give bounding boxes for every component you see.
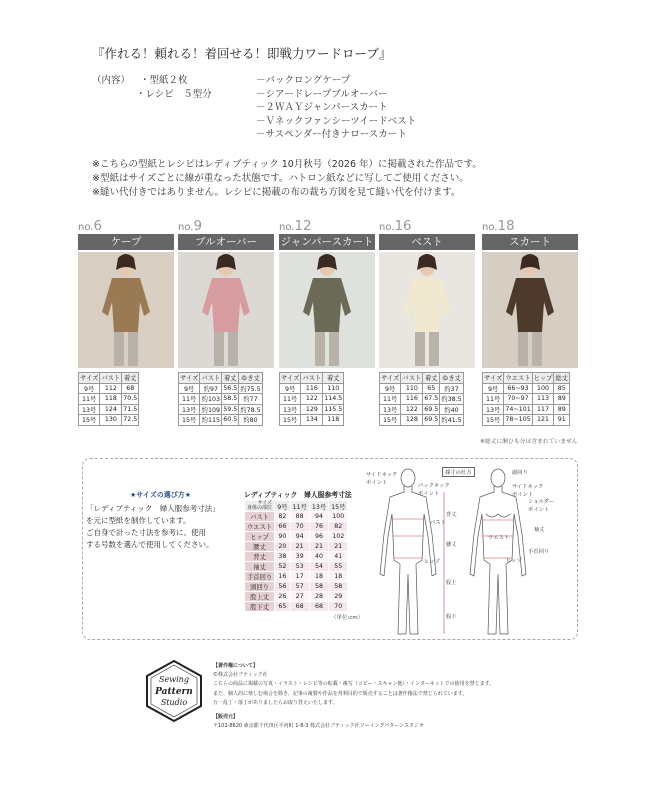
pattern-item: －バックロングケープ — [256, 75, 351, 86]
size-table-cell: 56.5 — [223, 384, 238, 392]
size-table-header: ゆき丈 — [239, 373, 262, 384]
size-table-cell: 15号 — [380, 415, 401, 426]
size-table-cell: 約97 — [200, 383, 222, 394]
ref-table-row-label: 股下丈 — [245, 602, 275, 612]
size-table-cell: 60.5 — [223, 416, 238, 424]
unit-label: （単位:cm） — [331, 615, 364, 621]
size-table-cell: 約115 — [200, 415, 222, 426]
ref-table-cell: 52 — [275, 562, 290, 572]
ref-table-cell: 16 — [275, 572, 290, 582]
size-table-header: ゆき丈 — [440, 373, 463, 384]
product-number-prefix: no. — [78, 222, 94, 233]
size-guide-line: 「レディブティック 婦人服参考寸法」 — [86, 504, 220, 513]
ref-table-cell: 18 — [309, 572, 328, 582]
ref-table-cell: 27 — [290, 592, 309, 602]
product-column — [279, 218, 375, 426]
product-number — [279, 218, 375, 234]
ref-table-cell: 82 — [329, 522, 348, 532]
size-table-cell: 約41.5 — [440, 415, 463, 426]
product-size-table — [379, 372, 464, 426]
model-figure — [178, 252, 274, 368]
size-table-cell: 124 — [100, 404, 122, 415]
table-row — [483, 394, 570, 405]
ref-table-cell: 18 — [329, 572, 348, 582]
ref-table-cell: 58 — [309, 582, 328, 592]
logo-line: Sewing — [159, 675, 189, 684]
size-table-cell: 70~97 — [504, 394, 532, 405]
logo-line: Pattern — [155, 687, 193, 697]
product-number-value: 18 — [497, 218, 515, 234]
ref-table-size-header: 15号 — [329, 501, 348, 512]
size-table-cell: 約40 — [440, 404, 463, 415]
table-row — [380, 383, 464, 394]
table-row — [245, 552, 348, 562]
diagram-label: ウエスト — [488, 535, 510, 541]
product-column — [482, 218, 578, 426]
size-table-header: 着丈 — [122, 373, 139, 384]
ref-table-cell: 21 — [290, 542, 309, 552]
ref-table-cell: 68 — [309, 602, 328, 612]
product-column — [379, 218, 475, 426]
pattern-item: －Ｖネックファンシーツイードベスト — [256, 115, 417, 127]
product-number-value: 9 — [193, 218, 203, 234]
ref-table-row-label: ヒップ — [245, 532, 275, 542]
diagram-label: ポイント — [528, 507, 550, 513]
note-line: ※型紙はサイズごとに線が重なった状態です。ハトロン紙などに写してご使用ください。 — [92, 173, 469, 184]
size-table-cell: 72.5 — [123, 416, 138, 424]
product-number-value: 6 — [93, 218, 103, 234]
ref-table-row-label: 手首回り — [245, 572, 275, 582]
footer-line: 万一乱丁・落丁がありましたらお取り替えいたします。 — [213, 699, 338, 706]
size-table-cell: 114.5 — [324, 395, 343, 403]
size-table-cell: 67.5 — [424, 395, 439, 403]
table-row — [280, 383, 344, 394]
sewing-pattern-studio-logo — [143, 660, 205, 722]
table-row — [79, 383, 139, 394]
size-guide-line: を元に型紙を制作しています。 — [86, 516, 191, 525]
size-table-header: ヒップ — [532, 373, 554, 384]
ref-table-cell: 100 — [329, 512, 348, 522]
table-row — [245, 582, 348, 592]
diagram-label: 袖丈 — [534, 527, 545, 533]
ref-table-cell: 94 — [309, 512, 328, 522]
table-row — [245, 602, 348, 612]
product-number-value: 16 — [394, 218, 412, 234]
model-figure — [379, 252, 475, 368]
size-table-header: サイズ — [380, 373, 401, 384]
ref-table-cell: 102 — [329, 532, 348, 542]
table-row — [179, 415, 263, 426]
table-row — [179, 404, 263, 415]
ref-table-cell: 58 — [329, 582, 348, 592]
size-table-header: バスト — [401, 373, 423, 384]
size-table-cell: 89 — [554, 404, 570, 415]
ref-table-cell: 55 — [329, 562, 348, 572]
size-table-header: サイズ — [79, 373, 100, 384]
size-table-cell: 116 — [301, 383, 323, 394]
ref-table-cell: 56 — [275, 582, 290, 592]
contents-label: （内容） — [92, 75, 131, 86]
logo-line: Studio — [160, 698, 188, 707]
ref-table-cell: 68 — [290, 602, 309, 612]
size-table-cell: 15号 — [483, 415, 504, 426]
page-title: 『作れる！頼れる！着回せる！即戦力ワードローブ』 — [92, 46, 392, 61]
ref-table-row-label: 袖丈 — [245, 562, 275, 572]
size-table-cell: 65 — [423, 383, 440, 394]
size-table-cell: 68 — [122, 383, 139, 394]
size-table-cell: 66~93 — [504, 383, 532, 394]
ref-table-cell: 90 — [275, 532, 290, 542]
size-table-cell: 11号 — [179, 394, 200, 405]
table-row — [280, 394, 344, 405]
measurement-method-label: 採寸の仕方 — [442, 467, 475, 477]
size-table-header: ウエスト — [504, 373, 532, 384]
diagram-label: ポイント — [512, 492, 534, 498]
ref-table-cell: 82 — [275, 512, 290, 522]
table-row — [245, 572, 348, 582]
size-table-cell: 69.5 — [424, 405, 439, 413]
size-table-cell: 121 — [532, 415, 554, 426]
product-size-table — [279, 372, 344, 426]
ref-table-cell: 70 — [290, 522, 309, 532]
pattern-item: －サスペンダー付きナロースカート — [256, 129, 407, 140]
ref-table-size-header: 11号 — [290, 501, 309, 512]
ref-table-cell: 94 — [290, 532, 309, 542]
ref-table-cell: 21 — [309, 542, 328, 552]
size-table-cell: 11号 — [280, 394, 301, 405]
product-photo — [482, 252, 578, 368]
diagram-label: サイドネック — [366, 472, 398, 478]
product-number — [482, 218, 578, 234]
size-table-cell: 69.5 — [424, 416, 439, 424]
size-table-cell: 9号 — [380, 383, 401, 394]
size-table-cell: 13号 — [280, 404, 301, 415]
ref-table-row-label: 背丈 — [245, 552, 275, 562]
diagram-label: 股下 — [446, 614, 457, 620]
size-table-cell: 89 — [554, 394, 570, 405]
product-number — [178, 218, 274, 234]
size-table-cell: 100 — [532, 383, 554, 394]
ref-table-size-header: 13号 — [309, 501, 328, 512]
table-row — [179, 383, 263, 394]
size-table-cell: 約103 — [200, 394, 222, 405]
size-table-cell: 約109 — [200, 404, 222, 415]
ref-table-cell: 39 — [290, 552, 309, 562]
ref-table-cell: 28 — [309, 592, 328, 602]
size-table-cell: 13号 — [79, 404, 100, 415]
footer-line: ©株式会社ブティック社 — [213, 672, 268, 679]
size-table-cell: 71.5 — [123, 405, 138, 413]
size-table-header: サイズ — [280, 373, 301, 384]
table-row — [79, 394, 139, 405]
size-table-cell: 15号 — [179, 415, 200, 426]
product-number-prefix: no. — [482, 222, 498, 233]
product-photo — [379, 252, 475, 368]
size-table-cell: 11号 — [380, 394, 401, 405]
ref-table-cell: 96 — [309, 532, 328, 542]
ref-table-cell: 57 — [290, 582, 309, 592]
footer-line: こちらの商品に掲載の写真・イラスト・レシピ等の転載・複写（コピー・スキャン他）・インターネットでの使用を禁じます。 — [213, 681, 495, 688]
footer-line: 〒102-8620 東京都千代田区平河町 1-8-3 株式会社ブティック社ソーイングパターンスタジオ — [213, 723, 424, 730]
diagram-label: 背丈 — [446, 512, 457, 518]
ref-table-cell: 40 — [309, 552, 328, 562]
size-table-cell: 11号 — [79, 394, 100, 405]
note-line: ※こちらの型紙とレシピはレディブティック 10月秋号（2026 年）に掲載された作品です。 — [92, 159, 482, 170]
ref-table-size-header: 9号 — [275, 501, 290, 512]
diagram-label: 頭回り — [512, 470, 528, 476]
ref-table-cell: 21 — [329, 542, 348, 552]
size-table-cell: 110 — [323, 383, 344, 394]
pattern-item: －シアードレープブルオーバー — [256, 88, 388, 100]
contents-item: ・型紙２枚 — [140, 75, 188, 86]
diagram-label: バスト — [430, 520, 446, 526]
table-row — [79, 415, 139, 426]
product-photo — [78, 252, 174, 368]
pattern-item: －２ＷＡＹジャンパースカート — [256, 102, 388, 113]
size-table-cell: 59.5 — [223, 405, 238, 413]
size-table-cell: 9号 — [483, 383, 504, 394]
table-row — [245, 542, 348, 552]
ref-size-table — [244, 500, 348, 612]
corner-bottom: 身体の部位 — [247, 505, 273, 511]
size-table-header: バスト — [200, 373, 222, 384]
diagram-label: 股上 — [446, 580, 457, 586]
size-table-header: サイズ — [179, 373, 200, 384]
product-name: スカート — [482, 234, 578, 250]
product-name: ケープ — [78, 234, 174, 250]
table-row — [483, 404, 570, 415]
size-table-cell: 約37 — [440, 383, 463, 394]
size-table-header: バスト — [301, 373, 323, 384]
size-guide-line: する号数を選んで使用してください。 — [86, 540, 214, 549]
diagram-label: ヒップ — [424, 559, 440, 565]
table-row — [245, 512, 348, 522]
size-table-cell: 15号 — [79, 415, 100, 426]
table-row — [179, 394, 263, 405]
size-table-cell: 11号 — [483, 394, 504, 405]
ref-table-row-label: 腰丈 — [245, 542, 275, 552]
product-name: ジャンパースカート — [280, 236, 374, 248]
diagram-label: バックネック — [418, 483, 450, 489]
ref-table-cell: 70 — [329, 602, 348, 612]
table-row — [483, 383, 570, 394]
size-table-cell: 129 — [301, 404, 323, 415]
size-table-header: サイズ — [483, 373, 504, 384]
size-table-header: 総丈 — [554, 373, 570, 384]
table-row — [245, 522, 348, 532]
size-table-header: 着丈 — [423, 373, 440, 384]
product-photo — [178, 252, 274, 368]
diagram-label: サイドネック — [512, 484, 544, 490]
size-table-cell: 74~101 — [505, 405, 531, 413]
diagram-label: ポイント — [418, 491, 440, 497]
size-table-header: 着丈 — [222, 373, 239, 384]
product-size-table — [482, 372, 570, 426]
diagram-label: ヒップ — [506, 558, 522, 564]
ref-table-cell: 66 — [275, 522, 290, 532]
model-figure — [279, 252, 375, 368]
table-row — [245, 532, 348, 542]
product-number-prefix: no. — [379, 222, 395, 233]
footer — [213, 662, 543, 731]
diagram-label: 腰丈 — [446, 542, 457, 548]
table-row — [79, 404, 139, 415]
ref-table-cell: 53 — [290, 562, 309, 572]
product-name: ベスト — [379, 234, 475, 250]
size-table-cell: 130 — [100, 415, 122, 426]
size-table-cell: 110 — [401, 383, 423, 394]
product-number-value: 12 — [294, 218, 312, 234]
table-row — [483, 415, 570, 426]
size-table-cell: 128 — [401, 415, 423, 426]
size-table-cell: 13号 — [380, 404, 401, 415]
size-table-header: バスト — [100, 373, 122, 384]
ref-table-cell: 76 — [309, 522, 328, 532]
product-name: ブルオーバー — [178, 234, 274, 250]
diagram-label: 手首回り — [528, 549, 550, 555]
corner-top: サイズ — [257, 500, 273, 506]
size-table-cell: 122 — [401, 404, 423, 415]
size-guide-line: ご自身で計った寸法を参考に、使用 — [86, 528, 206, 537]
ref-table-cell: 38 — [275, 552, 290, 562]
notes — [92, 158, 572, 200]
product-number-prefix: no. — [178, 222, 194, 233]
product-photo — [279, 252, 375, 368]
ref-table-cell: 20 — [275, 542, 290, 552]
table-row — [380, 415, 464, 426]
model-figure — [78, 252, 174, 368]
ref-table-row-label: 頭回り — [245, 582, 275, 592]
ref-table-row-label: バスト — [245, 512, 275, 522]
ref-table-cell: 17 — [290, 572, 309, 582]
diagram-label: ショルダー — [528, 499, 555, 505]
size-table-cell: 118 — [100, 394, 122, 405]
product-number — [78, 218, 174, 234]
size-table-cell: 112 — [100, 383, 122, 394]
size-guide-title: ★サイズの選び方★ — [130, 491, 191, 499]
size-guide-text — [86, 503, 236, 551]
footer-line: 【著作権について】 — [213, 663, 258, 669]
footer-line: 【販売元】 — [213, 714, 239, 721]
ref-table-row-label: 股上丈 — [245, 592, 275, 602]
ref-table-cell: 41 — [329, 552, 348, 562]
size-table-cell: 85 — [554, 383, 570, 394]
model-figure — [482, 252, 578, 368]
table-note: ※総丈に胴ひも分は含まれていません — [480, 439, 578, 445]
size-table-cell: 約75.5 — [239, 383, 262, 394]
size-table-cell: 113 — [532, 394, 554, 405]
size-table-cell: 58.5 — [223, 395, 238, 403]
ref-table-cell: 65 — [275, 602, 290, 612]
table-row — [245, 592, 348, 602]
ref-table-cell: 26 — [275, 592, 290, 602]
size-table-cell: 約78.5 — [239, 404, 262, 415]
size-table-cell: 115.5 — [324, 405, 343, 413]
product-size-table — [178, 372, 263, 426]
contents-item: ・レシピ ５型分 — [136, 88, 212, 100]
ref-table-cell: 88 — [290, 512, 309, 522]
table-row — [280, 404, 344, 415]
size-table-cell: 78~105 — [505, 416, 531, 424]
size-table-cell: 70.5 — [123, 395, 138, 403]
size-table-cell: 117 — [532, 404, 554, 415]
size-table-cell: 9号 — [179, 383, 200, 394]
size-table-cell: 134 — [301, 415, 323, 426]
size-table-cell: 約38.5 — [440, 394, 463, 405]
product-number-prefix: no. — [279, 222, 295, 233]
size-table-cell: 9号 — [79, 383, 100, 394]
size-table-cell: 91 — [554, 415, 570, 426]
footer-line: また、個人的に楽しむ場合を除き、記事の複製や作品を営利目的で販売することは著作権法で禁じられています。 — [213, 690, 468, 697]
ref-table-corner — [245, 501, 275, 512]
table-row — [380, 394, 464, 405]
size-table-cell: 約80 — [239, 415, 262, 426]
table-row — [380, 404, 464, 415]
size-table-cell: 約77 — [239, 394, 262, 405]
size-table-cell: 122 — [301, 394, 323, 405]
size-table-header: 着丈 — [323, 373, 344, 384]
size-table-cell: 118 — [323, 415, 344, 426]
size-table-cell: 13号 — [483, 404, 504, 415]
ref-table-cell: 54 — [309, 562, 328, 572]
product-number — [379, 218, 475, 234]
product-size-table — [78, 372, 139, 426]
size-table-cell: 13号 — [179, 404, 200, 415]
diagram-label: ポイント — [366, 480, 388, 486]
size-table-cell: 9号 — [280, 383, 301, 394]
ref-table-cell: 29 — [329, 592, 348, 602]
product-column — [78, 218, 174, 426]
note-line: ※縫い代付きではありません。レシピに掲載の布の裁ち方図を見て縫い代を付けます。 — [92, 187, 461, 198]
size-table-cell: 116 — [401, 394, 423, 405]
ref-table-row-label: ウエスト — [245, 522, 275, 532]
table-row — [245, 562, 348, 572]
ref-table-title: レディブティック 婦人服参考寸法 — [244, 491, 352, 499]
size-table-cell: 15号 — [280, 415, 301, 426]
product-column — [178, 218, 274, 426]
table-row — [280, 415, 344, 426]
